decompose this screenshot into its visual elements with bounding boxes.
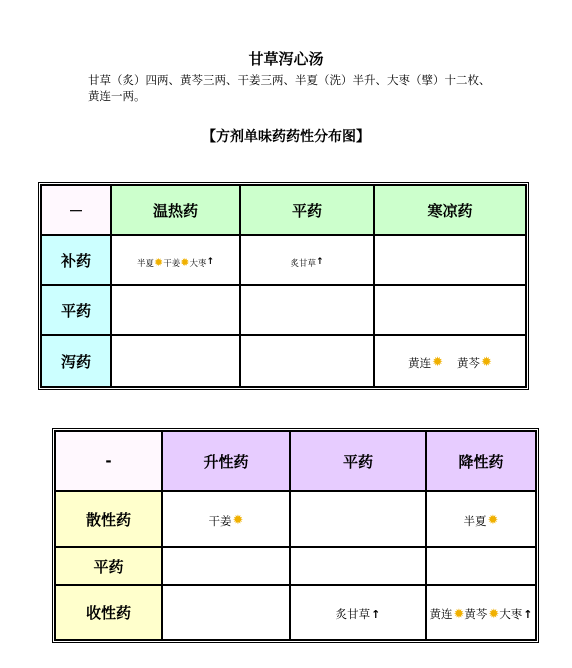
herb-label: 干姜 (163, 258, 181, 269)
up-arrow-icon: ↑ (371, 607, 381, 621)
table1-cell-tonify-neutral (240, 235, 374, 285)
sun-icon: ✹ (481, 355, 492, 370)
table2-cell-disperse-neutral (290, 491, 426, 547)
up-arrow-icon: ↑ (315, 257, 324, 267)
herb-label: 半夏 (136, 258, 154, 269)
sun-icon: ✹ (432, 355, 443, 370)
herb-label: 干姜 (208, 513, 232, 528)
table2-cell-neutral-ascend (162, 547, 290, 585)
table1-cell-purge-cold (374, 335, 526, 387)
ingredients-line-1: 甘草（炙）四两、黄芩三两、干姜三两、半夏（洗）半升、大枣（擘）十二枚、 (88, 73, 491, 87)
sun-icon: ✹ (488, 606, 500, 622)
herb-label: 黄连 (408, 355, 432, 370)
table2-col-ascend: 升性药 (162, 431, 290, 491)
herb-label: 大枣 (499, 607, 523, 621)
table1-col-cold: 寒凉药 (374, 185, 526, 235)
ingredients-line-2: 黄连一两。 (88, 89, 146, 103)
table1-row-neutral: 平药 (41, 285, 111, 335)
herb-label: 黄芩 (457, 355, 480, 370)
table1-cell-neutral-warm (111, 285, 240, 335)
table1-row-tonify: 补药 (41, 235, 111, 285)
formula-title: 甘草泻心汤 (248, 50, 324, 68)
up-arrow-icon: ↑ (523, 607, 533, 621)
herb-label: 炙甘草 (335, 607, 371, 621)
table1-corner: － (41, 185, 111, 235)
chart-subtitle: 【方剂单味药药性分布图】 (202, 129, 370, 145)
table1-cell-neutral-neutral (240, 285, 374, 335)
herb-label: 黄连 (429, 607, 453, 621)
table2-col-neutral: 平药 (290, 431, 426, 491)
table1-col-neutral: 平药 (240, 185, 374, 235)
sun-icon: ✹ (180, 256, 190, 269)
table1-cell-neutral-cold (374, 285, 526, 335)
direction-disperse-table (54, 430, 537, 641)
sun-icon: ✹ (154, 256, 164, 269)
herb-label: 大枣 (189, 258, 207, 269)
sun-icon: ✹ (232, 513, 244, 528)
sun-icon: ✹ (487, 513, 499, 528)
table2-corner: - (55, 431, 162, 491)
herb-label: 半夏 (463, 513, 487, 528)
temperature-tonify-table (40, 184, 527, 388)
sun-icon: ✹ (453, 606, 465, 622)
table1-cell-purge-neutral (240, 335, 374, 387)
table2-row-astringe: 收性药 (55, 585, 162, 640)
up-arrow-icon: ↑ (206, 257, 215, 267)
table1-cell-tonify-cold (374, 235, 526, 285)
table2-row-neutral: 平药 (55, 547, 162, 585)
table2-cell-astringe-ascend (162, 585, 290, 640)
table1-row-purge: 泻药 (41, 335, 111, 387)
table1-col-warm: 温热药 (111, 185, 240, 235)
table2-cell-disperse-descend (426, 491, 536, 547)
table2-col-descend: 降性药 (426, 431, 536, 491)
table2-cell-disperse-ascend (162, 491, 290, 547)
herb-label: 炙甘草 (290, 258, 316, 269)
ingredients-text (88, 72, 518, 104)
table2-row-disperse: 散性药 (55, 491, 162, 547)
table2-cell-neutral-descend (426, 547, 536, 585)
table2-cell-neutral-neutral (290, 547, 426, 585)
table1-cell-purge-warm (111, 335, 240, 387)
table1-cell-tonify-warm (111, 235, 240, 285)
table2-cell-astringe-neutral (290, 585, 426, 640)
herb-label: 黄芩 (464, 607, 488, 621)
table2-cell-astringe-descend (426, 585, 536, 640)
